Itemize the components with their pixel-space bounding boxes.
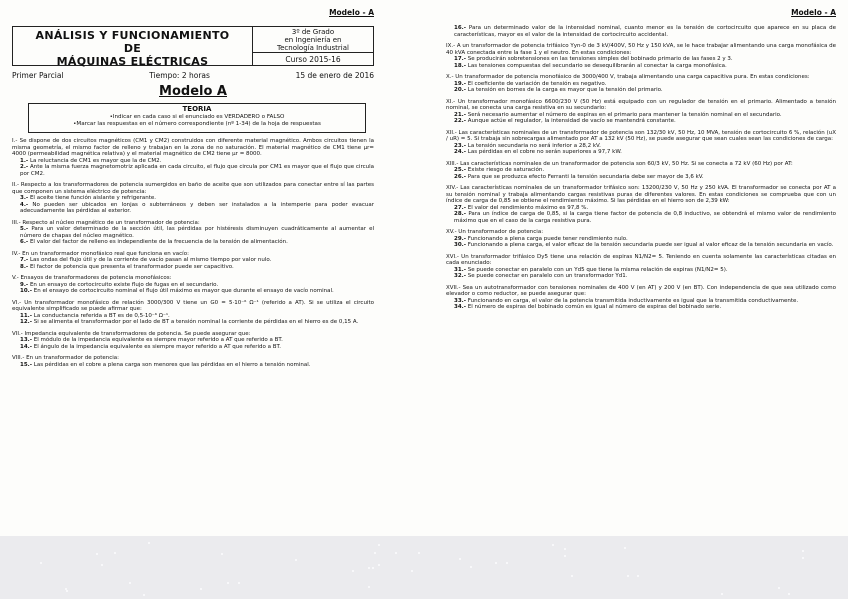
question-block bbox=[446, 229, 836, 249]
item-number: 33.- bbox=[454, 297, 467, 304]
question-item bbox=[446, 304, 836, 311]
scan-speck bbox=[411, 570, 413, 572]
scan-speck bbox=[148, 542, 150, 544]
question-statement: VI.- Un transformador monofásico de relación 3000/300 V tiene un G0 = 5·10⁻⁶ Ω⁻¹ (referido a AT). Si se utiliza el circuito equivalente simplificado se puede afirmar que: bbox=[12, 299, 374, 312]
question-item bbox=[12, 288, 374, 295]
question-statement: IX.- A un transformador de potencia trifásico Yyn-0 de 3 kV/400V, 50 Hz y 150 kVA, se le hace trabajar alimentando una carga monofásica de 40 kVA conectada entre la fase 1 y el neutro. En estas condiciones: bbox=[446, 43, 836, 56]
scan-speck bbox=[114, 552, 116, 554]
exam-time: Tiempo: 2 horas bbox=[149, 71, 210, 80]
question-block bbox=[446, 130, 836, 156]
item-number: 30.- bbox=[454, 242, 467, 248]
item-text: El coeficiente de variación de tensión es negativo. bbox=[467, 80, 607, 87]
question-statement: XVII.- Sea un autotransformador con tensiones nominales de 400 V (en AT) y 200 V (en BT). Con independencia de que sea utilizado como elevador o como reductor, se puede asegurar que: bbox=[446, 284, 836, 297]
scan-speck bbox=[571, 575, 573, 577]
item-number: 25.- bbox=[454, 167, 467, 173]
scan-speck bbox=[721, 593, 723, 595]
scan-speck bbox=[778, 587, 780, 589]
item-number: 28.- bbox=[454, 211, 467, 217]
item-text: No pueden ser ubicados en lonjas o subterráneos y deben ser instalados a la intemperie para poder evacuar adecuadamente las pérdidas al exterior. bbox=[20, 201, 374, 214]
item-text: Funcionando a plena carga, el valor eficaz de la tensión secundaria puede ser igual al valor eficaz de la tensión secundaria en vacío. bbox=[467, 242, 834, 248]
scan-speck bbox=[802, 557, 804, 559]
scan-speck bbox=[470, 566, 472, 568]
question-block bbox=[12, 300, 374, 326]
question-statement: III.- Respecto al núcleo magnético de un transformador de potencia: bbox=[12, 219, 200, 226]
item-number: 20.- bbox=[454, 87, 467, 93]
item-number: 32.- bbox=[454, 273, 467, 279]
question-item bbox=[446, 174, 836, 181]
scan-speck bbox=[564, 548, 566, 550]
item-number: 4.- bbox=[20, 201, 29, 208]
item-number: 26.- bbox=[454, 173, 467, 180]
question-item bbox=[12, 362, 374, 369]
degree-line: en Ingeniería en bbox=[284, 36, 342, 44]
course-title bbox=[13, 27, 253, 68]
header-info bbox=[253, 27, 373, 65]
item-text: La tensión en bornes de la carga es mayor que la tensión del primario. bbox=[467, 87, 663, 93]
item-text: El número de espiras del bobinado común es igual al número de espiras del bobinado serie. bbox=[467, 304, 722, 310]
item-number: 27.- bbox=[454, 204, 467, 211]
scan-speck bbox=[352, 570, 354, 572]
item-number: 3.- bbox=[20, 195, 29, 201]
item-number: 7.- bbox=[20, 257, 29, 263]
question-block bbox=[446, 74, 836, 94]
item-text: Si se alimenta el transformador por el lado de BT a tensión nominal la corriente de pérdidas en el hierro es de 0,15 A. bbox=[33, 319, 359, 325]
item-text: Las ondas del flujo útil y de la corriente de vacío pasan al mismo tiempo por valor nulo. bbox=[29, 257, 272, 263]
item-text: Las pérdidas en el cobre no serán superiores a 97,7 kW. bbox=[467, 149, 622, 155]
item-text: Funcionando a plena carga puede tener rendimiento nulo. bbox=[467, 235, 628, 242]
question-statement: XI.- Un transformador monofásico 6600/230 V (50 Hz) está equipado con un regulador de tensión en el primario. Alimentado a tensión nominal, se conecta una carga resistiva en su secundario: bbox=[446, 98, 836, 111]
question-statement: II.- Respecto a los transformadores de potencia sumergidos en baño de aceite que son utilizados para conectar entre sí las partes que componen un sistema eléctrico de potencia: bbox=[12, 182, 374, 195]
item-text: El valor del factor de relleno es independiente de la frecuencia de la tensión de alimentación. bbox=[29, 239, 288, 245]
question-block bbox=[446, 161, 836, 181]
item-text: Se producirán sobretensiones en las tensiones simples del bobinado primario de las fases 2 y 3. bbox=[467, 56, 733, 62]
modelo-tag-left: Modelo - A bbox=[329, 8, 374, 17]
item-number: 22.- bbox=[454, 118, 467, 124]
question-item bbox=[12, 202, 374, 215]
item-number: 31.- bbox=[454, 266, 467, 273]
question-item bbox=[12, 164, 374, 177]
question-statement: XIV.- Las características nominales de un transformador trifásico son: 13200/230 V, 50 Hz y 250 kVA. El transformador se conecta por AT a su tensión nominal y trabaja alimentando cargas resistivas puras de diferentes valores. En estas condiciones se comprueba que con un índice de carga de 0,85 se obtiene el rendimiento máximo. Si las pérdidas en el hierro son de 2,39 kW: bbox=[446, 185, 836, 204]
question-statement: I.- Se dispone de dos circuitos magnéticos (CM1 y CM2) construidos con diferente material magnético. Ambos circuitos tienen la misma geometría, el mismo factor de relleno y trabajan en la zona de no saturación. El material magnético de CM1 tiene μr= 4000 (permeabilidad magnética relativa) y el material magnético de CM2 tiene μr = 8000. bbox=[12, 138, 374, 157]
scan-speck bbox=[627, 575, 629, 577]
scan-speck bbox=[802, 550, 804, 552]
question-block bbox=[12, 220, 374, 246]
item-number: 23.- bbox=[454, 142, 467, 149]
item-number: 19.- bbox=[454, 80, 467, 87]
scan-speck bbox=[506, 562, 508, 564]
question-item bbox=[12, 344, 374, 351]
question-block bbox=[446, 285, 836, 311]
question-statement: X.- Un transformador de potencia monofásico de 3000/400 V, trabaja alimentando una carga capacitiva pura. En estas condiciones: bbox=[446, 74, 810, 80]
left-column bbox=[12, 8, 374, 368]
item-text: En el ensayo de cortocircuito nominal el flujo útil máximo es mayor que durante el ensayo de vacío nominal. bbox=[33, 288, 334, 294]
question-item bbox=[446, 211, 836, 224]
scan-speck bbox=[143, 594, 145, 596]
question-statement: XV.- Un transformador de potencia: bbox=[446, 229, 544, 235]
left-questions bbox=[12, 138, 374, 368]
item-number: 24.- bbox=[454, 149, 467, 155]
item-number: 29.- bbox=[454, 235, 467, 242]
scan-speck bbox=[295, 559, 297, 561]
question-item bbox=[446, 25, 836, 38]
question-item bbox=[12, 239, 374, 246]
scan-speck bbox=[66, 590, 68, 592]
item-text: Las pérdidas en el cobre a plena carga son menores que las pérdidas en el hierro a tensión nominal. bbox=[33, 361, 311, 368]
scan-speck bbox=[378, 544, 380, 546]
teoria-instruction: •Marcar las respuestas en el número correspondiente (nº 1-34) de la hoja de respuestas bbox=[73, 121, 321, 127]
question-block bbox=[446, 99, 836, 125]
question-statement: VIII.- En un transformador de potencia: bbox=[12, 355, 120, 361]
scan-speck bbox=[200, 588, 202, 590]
item-number: 6.- bbox=[20, 239, 29, 245]
degree-name bbox=[253, 27, 373, 53]
question-block bbox=[446, 254, 836, 280]
scan-speck bbox=[637, 575, 639, 577]
question-block bbox=[446, 43, 836, 69]
item-number: 16.- bbox=[454, 25, 467, 31]
scan-speck bbox=[96, 553, 98, 555]
question-item bbox=[446, 118, 836, 125]
question-block bbox=[12, 355, 374, 368]
question-item bbox=[12, 226, 374, 239]
scan-speck bbox=[374, 552, 376, 554]
scan-speck bbox=[372, 567, 374, 569]
course-title-line: ANÁLISIS Y FUNCIONAMIENTO bbox=[35, 29, 230, 42]
item-number: 17.- bbox=[454, 56, 467, 62]
item-number: 9.- bbox=[20, 281, 29, 288]
scan-speck bbox=[368, 586, 370, 588]
item-text: Para un determinado valor de la intensidad nominal, cuanto menor es la tensión de cortocircuito que aparece en su placa de características, mayor es el valor de la intensidad de cortocircuito accidental. bbox=[454, 25, 836, 38]
degree-line: Tecnología Industrial bbox=[277, 44, 349, 52]
item-text: El valor del rendimiento máximo es 97,8 %. bbox=[467, 204, 589, 211]
modelo-tag-right: Modelo - A bbox=[791, 8, 836, 17]
teoria-title: TEORIA bbox=[182, 105, 212, 113]
item-text: Se puede conectar en paralelo con un transformador Yd1. bbox=[467, 273, 628, 279]
scan-speck bbox=[495, 562, 497, 564]
scan-speck bbox=[788, 593, 790, 595]
question-statement: XII.- Las características nominales de un transformador de potencia son 132/30 kV, 50 Hz, 10 MVA, tensión de cortocircuito 6 %, relación (uX / uR) = 5. Si trabaja sin sobrecargas alimentado por AT a 132 kV (50 Hz), se puede asegurar que sean cuales sean las condiciones de carga: bbox=[446, 129, 836, 142]
item-number: 1.- bbox=[20, 157, 29, 164]
course-title-line: MÁQUINAS ELÉCTRICAS bbox=[56, 55, 209, 68]
scan-speck bbox=[221, 553, 223, 555]
item-text: Funcionando en carga, el valor de la potencia transmitida inductivamente es igual que la transmitida conductivamente. bbox=[467, 297, 799, 304]
item-text: Para un índice de carga de 0,85, si la carga tiene factor de potencia de 0,8 inductivo, se obtendrá el mismo valor de rendimiento máximo que en el caso de la carga resistiva pura. bbox=[454, 211, 837, 224]
question-block bbox=[446, 185, 836, 224]
question-item bbox=[12, 319, 374, 326]
item-text: Será necesario aumentar el número de espiras en el primario para mantener la tensión nominal en el secundario. bbox=[467, 111, 782, 118]
question-statement: VII.- Impedancia equivalente de transformadores de potencia. Se puede asegurar que: bbox=[12, 330, 251, 337]
item-text: El factor de potencia que presenta el transformador puede ser capacitivo. bbox=[29, 263, 234, 270]
item-text: La conductancia referida a BT es de 0,5·10⁻⁶ Ω⁻¹. bbox=[33, 312, 170, 319]
question-statement: IV.- En un transformador monofásico real que funciona en vacío: bbox=[12, 250, 189, 257]
item-text: La reluctancia de CM1 es mayor que la de CM2. bbox=[29, 157, 162, 164]
question-item bbox=[446, 242, 836, 249]
question-block bbox=[446, 25, 836, 38]
item-text: Aunque actúe el regulador, la intensidad de vacío se mantendrá constante. bbox=[467, 118, 676, 124]
item-text: El ángulo de la impedancia equivalente es siempre mayor referido a AT que referido a BT. bbox=[33, 343, 282, 350]
exam-header bbox=[12, 26, 374, 66]
question-block bbox=[12, 182, 374, 215]
teoria-instruction: •Indicar en cada caso si el enunciado es VERDADERO o FALSO bbox=[109, 114, 285, 120]
exam-info-row bbox=[12, 71, 374, 81]
item-text: Para un valor determinado de la sección útil, las pérdidas por histéresis disminuyen cuadráticamente al aumentar el número de chapas del núcleo magnético. bbox=[20, 226, 375, 239]
scan-speck bbox=[101, 564, 103, 566]
item-number: 8.- bbox=[20, 263, 29, 270]
course-year: Curso 2015-16 bbox=[285, 55, 341, 64]
item-text: El módulo de la impedancia equivalente es siempre mayor referido a AT que referido a BT. bbox=[33, 337, 283, 343]
item-text: El aceite tiene función aislante y refrigerante. bbox=[29, 195, 157, 201]
item-number: 10.- bbox=[20, 288, 33, 294]
scan-speck bbox=[129, 582, 131, 584]
exam-type: Primer Parcial bbox=[12, 71, 64, 80]
question-block bbox=[12, 275, 374, 295]
question-item bbox=[446, 149, 836, 156]
item-number: 14.- bbox=[20, 343, 33, 350]
item-number: 15.- bbox=[20, 361, 33, 368]
scan-speck bbox=[40, 562, 42, 564]
question-statement: XIII.- Las características nominales de un transformador de potencia son 60/3 kV, 50 Hz. Si se conecta a 72 kV (60 Hz) por AT: bbox=[446, 160, 793, 167]
item-number: 11.- bbox=[20, 312, 33, 319]
item-number: 5.- bbox=[20, 226, 29, 232]
question-item bbox=[446, 63, 836, 70]
question-block bbox=[12, 138, 374, 177]
item-text: Existe riesgo de saturación. bbox=[467, 167, 545, 173]
item-text: La tensión secundaria no será inferior a 28,2 kV. bbox=[467, 142, 601, 149]
scan-speck bbox=[418, 552, 420, 554]
item-number: 13.- bbox=[20, 337, 33, 343]
question-statement: XVI.- Un transformador trifásico Dy5 tiene una relación de espiras N1/N2= 5. Teniendo en cuenta solamente las características citadas en cada enunciado: bbox=[446, 253, 836, 266]
item-text: Se puede conectar en paralelo con un Yd5 que tiene la misma relación de espiras (N1/N2= 5). bbox=[467, 266, 728, 273]
model-title: Modelo A bbox=[159, 84, 227, 99]
question-block bbox=[12, 331, 374, 351]
item-text: Las tensiones compuestas del secundario se desequilibrarán al conectar la carga monofásica. bbox=[467, 62, 727, 69]
course-title-line: DE bbox=[123, 42, 142, 55]
question-item bbox=[12, 264, 374, 271]
scan-speck bbox=[368, 567, 370, 569]
scan-speck bbox=[378, 564, 380, 566]
question-item bbox=[446, 87, 836, 94]
right-questions bbox=[446, 25, 836, 311]
item-number: 12.- bbox=[20, 319, 33, 325]
item-number: 2.- bbox=[20, 164, 29, 170]
scan-speck bbox=[624, 547, 626, 549]
scan-speck bbox=[564, 555, 566, 557]
question-item bbox=[446, 273, 836, 280]
item-text: En un ensayo de cortocircuito existe flujo de fugas en el secundario. bbox=[29, 281, 219, 288]
scan-speck bbox=[395, 552, 397, 554]
scan-speck bbox=[227, 582, 229, 584]
degree-line: 3º de Grado bbox=[291, 28, 335, 36]
question-statement: V.- Ensayos de transformadores de potencia monofásicos: bbox=[12, 275, 172, 281]
item-number: 34.- bbox=[454, 304, 467, 310]
question-block bbox=[12, 251, 374, 271]
item-number: 18.- bbox=[454, 62, 467, 69]
teoria-box bbox=[28, 103, 366, 133]
item-text: Para que se produzca efecto Ferranti la tensión secundaria debe ser mayor de 3,6 kV. bbox=[467, 173, 704, 180]
scan-speck bbox=[552, 544, 554, 546]
scan-speck bbox=[238, 582, 240, 584]
exam-date: 15 de enero de 2016 bbox=[295, 71, 374, 80]
item-number: 21.- bbox=[454, 111, 467, 118]
right-column bbox=[446, 8, 836, 311]
scan-speck bbox=[459, 558, 461, 560]
item-text: Ante la misma fuerza magnetomotriz aplicada en cada circuito, el flujo que circula por CM1 es mayor que el flujo que circula por CM2. bbox=[20, 164, 375, 177]
